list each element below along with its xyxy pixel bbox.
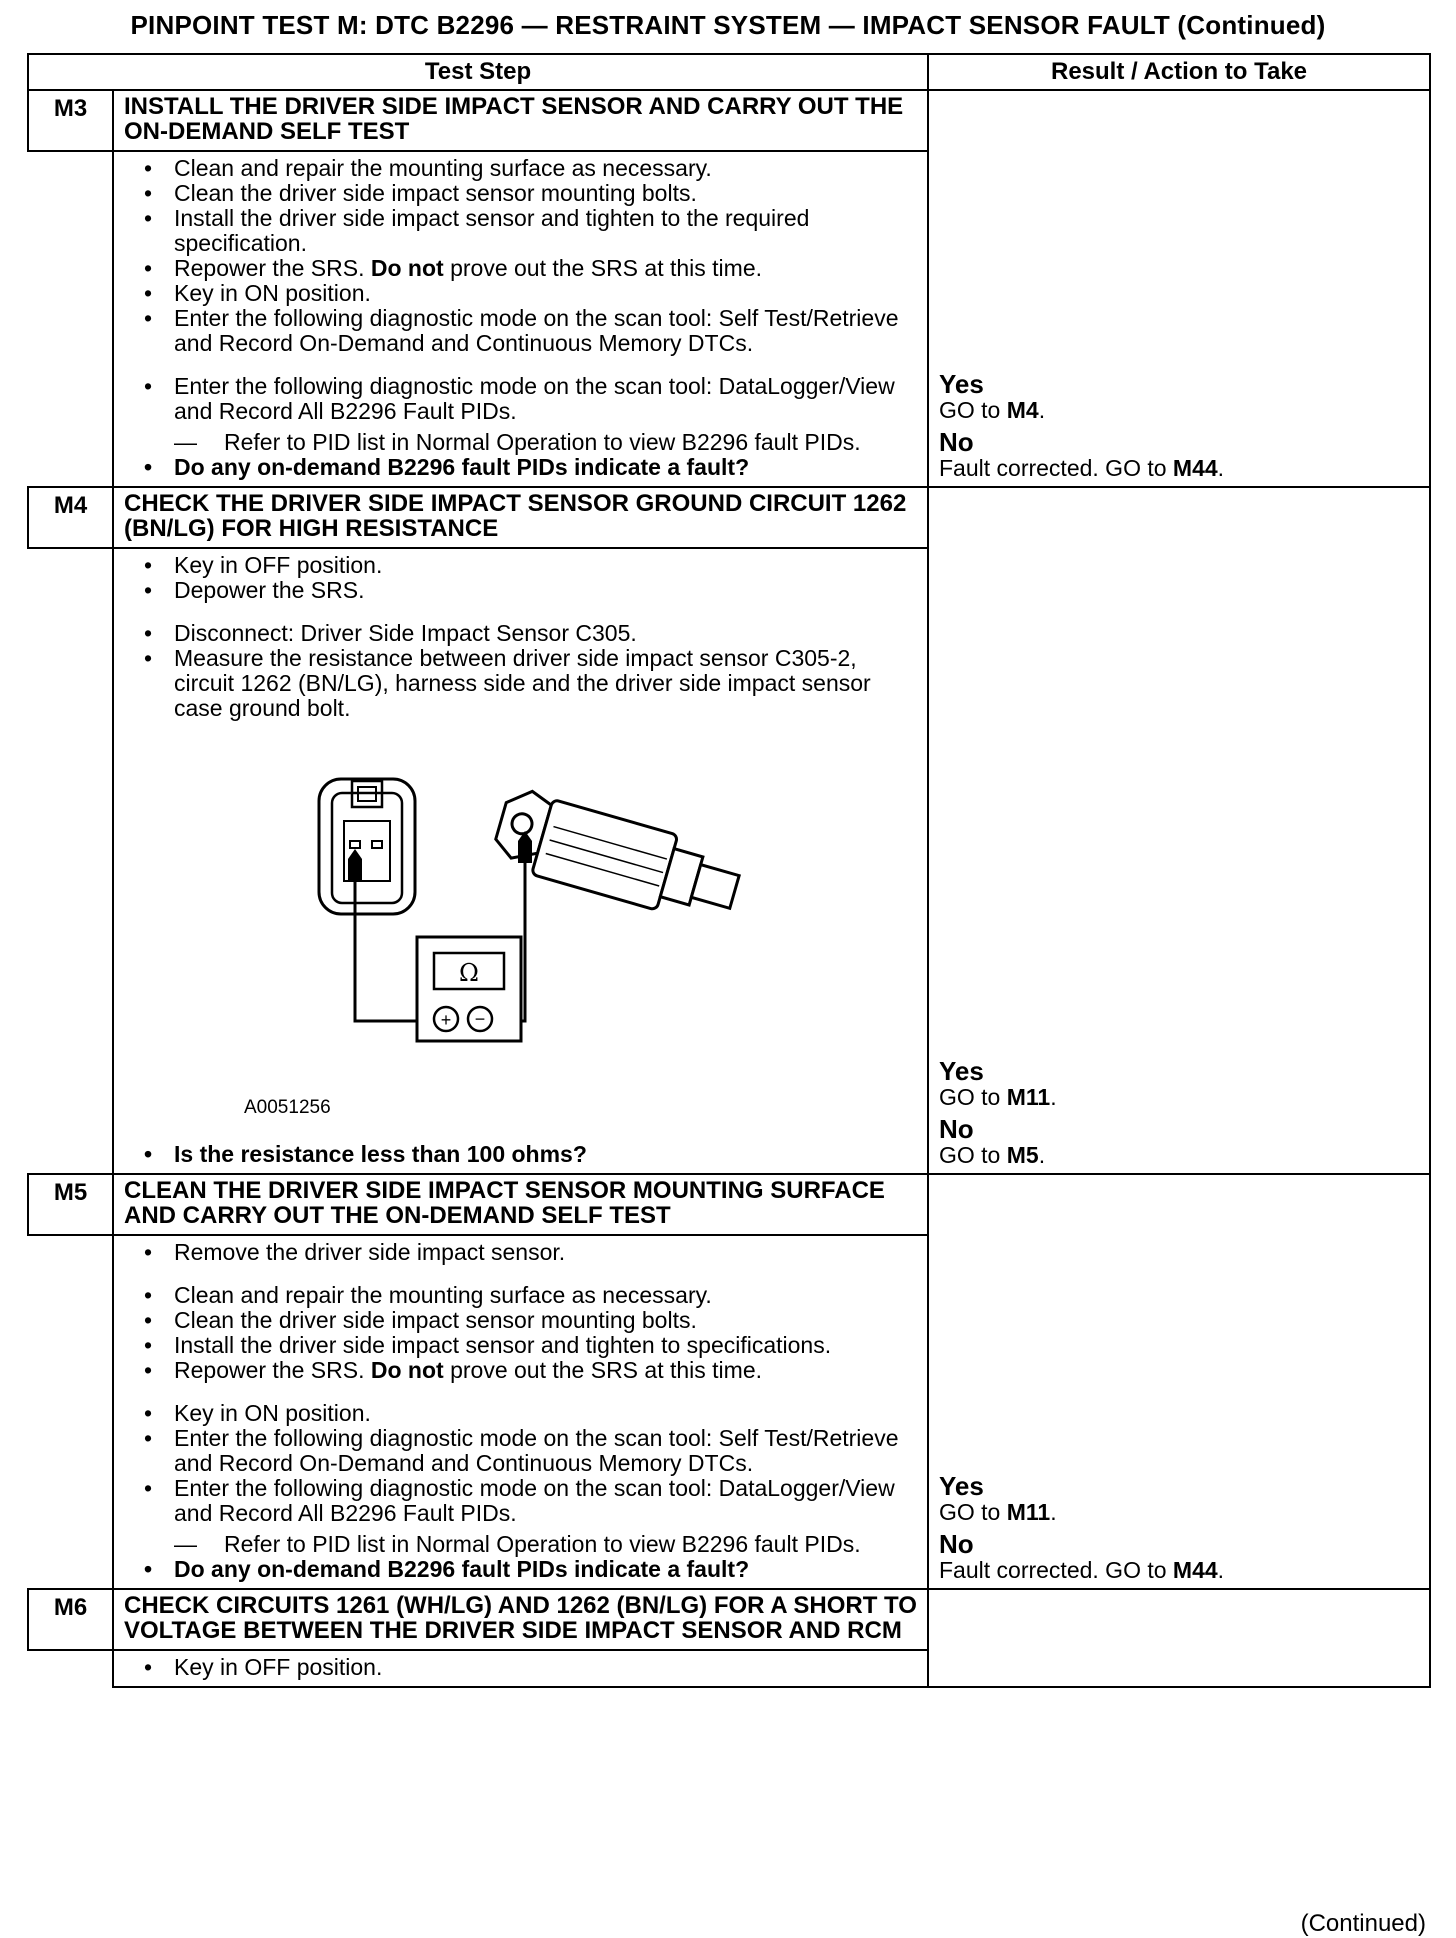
list-item: • Enter the following diagnostic mode on the scan tool: DataLogger/View and Record All B2296 Fault PIDs. bbox=[144, 374, 917, 424]
result-yes-label: Yes bbox=[939, 1056, 984, 1086]
list-item: • Measure the resistance between driver side impact sensor C305-2, circuit 1262 (BN/LG), harness side and the driver side impact sensor case ground bolt. bbox=[144, 646, 917, 721]
step-question: • Do any on-demand B2296 fault PIDs indicate a fault? bbox=[144, 455, 917, 480]
step-question: • Is the resistance less than 100 ohms? bbox=[144, 1142, 917, 1167]
pinpoint-test-table bbox=[27, 53, 1431, 1688]
step-title-m6: CHECK CIRCUITS 1261 (WH/LG) AND 1262 (BN/LG) FOR A SHORT TO VOLTAGE BETWEEN THE DRIVER SIDE IMPACT SENSOR AND RCM bbox=[113, 1589, 928, 1650]
table-header-row bbox=[28, 54, 1430, 90]
step-id-m5: M5 bbox=[28, 1174, 113, 1235]
result-m6 bbox=[928, 1589, 1430, 1687]
diagram-svg bbox=[314, 741, 834, 1081]
resistance-measurement-diagram bbox=[144, 741, 917, 1091]
list-item: • Clean and repair the mounting surface as necessary. bbox=[144, 156, 917, 181]
step-m5-title-row bbox=[28, 1174, 1430, 1235]
result-m5 bbox=[928, 1174, 1430, 1589]
result-m3 bbox=[928, 90, 1430, 487]
step-m3-title-row bbox=[28, 90, 1430, 151]
list-item: • Key in OFF position. bbox=[144, 1655, 917, 1680]
ohmmeter-icon bbox=[417, 937, 521, 1041]
meter-probe-plus bbox=[348, 849, 417, 1021]
connector-c305-icon bbox=[319, 779, 415, 914]
plus-terminal: + bbox=[440, 1010, 452, 1030]
list-item: • Disconnect: Driver Side Impact Sensor C305. bbox=[144, 621, 917, 646]
list-item: • Depower the SRS. bbox=[144, 578, 917, 603]
list-item: • Clean the driver side impact sensor mounting bolts. bbox=[144, 1308, 917, 1333]
step-title-m5: CLEAN THE DRIVER SIDE IMPACT SENSOR MOUNTING SURFACE AND CARRY OUT THE ON-DEMAND SELF TEST bbox=[113, 1174, 928, 1235]
result-no-label: No bbox=[939, 1114, 974, 1144]
minus-terminal: − bbox=[474, 1009, 486, 1029]
result-no-label: No bbox=[939, 427, 974, 457]
result-yes-action: GO to M11. bbox=[939, 1499, 1057, 1525]
list-item: • Enter the following diagnostic mode on the scan tool: Self Test/Retrieve and Record On-Demand and Continuous Memory DTCs. bbox=[144, 1426, 917, 1476]
step-id-m6: M6 bbox=[28, 1589, 113, 1650]
step-title-m3: INSTALL THE DRIVER SIDE IMPACT SENSOR AND CARRY OUT THE ON-DEMAND SELF TEST bbox=[113, 90, 928, 151]
list-item: • Enter the following diagnostic mode on the scan tool: Self Test/Retrieve and Record On-Demand and Continuous Memory DTCs. bbox=[144, 306, 917, 356]
continued-footer: (Continued) bbox=[1300, 1910, 1426, 1937]
result-yes-action: GO to M4. bbox=[939, 397, 1046, 423]
list-item: • Key in OFF position. bbox=[144, 553, 917, 578]
header-test-step: Test Step bbox=[28, 54, 928, 90]
step-m4-title-row bbox=[28, 487, 1430, 548]
step-id-m4: M4 bbox=[28, 487, 113, 548]
list-item: • Remove the driver side impact sensor. bbox=[144, 1240, 917, 1265]
list-item: • Install the driver side impact sensor and tighten to specifications. bbox=[144, 1333, 917, 1358]
list-item: • Key in ON position. bbox=[144, 1401, 917, 1426]
list-item: • Repower the SRS. Do not prove out the SRS at this time. bbox=[144, 256, 917, 281]
step-body-m5 bbox=[113, 1235, 928, 1589]
list-item: • Clean the driver side impact sensor mounting bolts. bbox=[144, 181, 917, 206]
result-no-action: Fault corrected. GO to M44. bbox=[939, 1557, 1225, 1583]
list-item: • Repower the SRS. Do not prove out the SRS at this time. bbox=[144, 1358, 917, 1383]
figure-id: A0051256 bbox=[244, 1097, 331, 1118]
step-body-m6 bbox=[113, 1650, 928, 1687]
header-result: Result / Action to Take bbox=[928, 54, 1430, 90]
sub-item: — Refer to PID list in Normal Operation to view B2296 fault PIDs. bbox=[144, 430, 917, 455]
result-yes-label: Yes bbox=[939, 1471, 984, 1501]
sub-item: — Refer to PID list in Normal Operation to view B2296 fault PIDs. bbox=[144, 1532, 917, 1557]
page-title: PINPOINT TEST M: DTC B2296 — RESTRAINT SYSTEM — IMPACT SENSOR FAULT (Continued) bbox=[130, 10, 1326, 40]
result-no-action: GO to M5. bbox=[939, 1142, 1046, 1168]
step-body-m4 bbox=[113, 548, 928, 1174]
list-item: • Clean and repair the mounting surface as necessary. bbox=[144, 1283, 917, 1308]
step-body-m3 bbox=[113, 151, 928, 487]
result-m4 bbox=[928, 487, 1430, 1174]
result-yes-label: Yes bbox=[939, 369, 984, 399]
ohm-symbol: Ω bbox=[459, 959, 479, 987]
result-yes-action: GO to M11. bbox=[939, 1084, 1057, 1110]
step-id-m3: M3 bbox=[28, 90, 113, 151]
list-item: • Key in ON position. bbox=[144, 281, 917, 306]
list-item: • Install the driver side impact sensor and tighten to the required specification. bbox=[144, 206, 917, 256]
result-no-label: No bbox=[939, 1529, 974, 1559]
step-title-m4: CHECK THE DRIVER SIDE IMPACT SENSOR GROUND CIRCUIT 1262 (BN/LG) FOR HIGH RESISTANCE bbox=[113, 487, 928, 548]
list-item: • Enter the following diagnostic mode on the scan tool: DataLogger/View and Record All B2296 Fault PIDs. bbox=[144, 1476, 917, 1526]
step-m6-title-row bbox=[28, 1589, 1430, 1650]
step-question: • Do any on-demand B2296 fault PIDs indicate a fault? bbox=[144, 1557, 917, 1582]
result-no-action: Fault corrected. GO to M44. bbox=[939, 455, 1225, 481]
